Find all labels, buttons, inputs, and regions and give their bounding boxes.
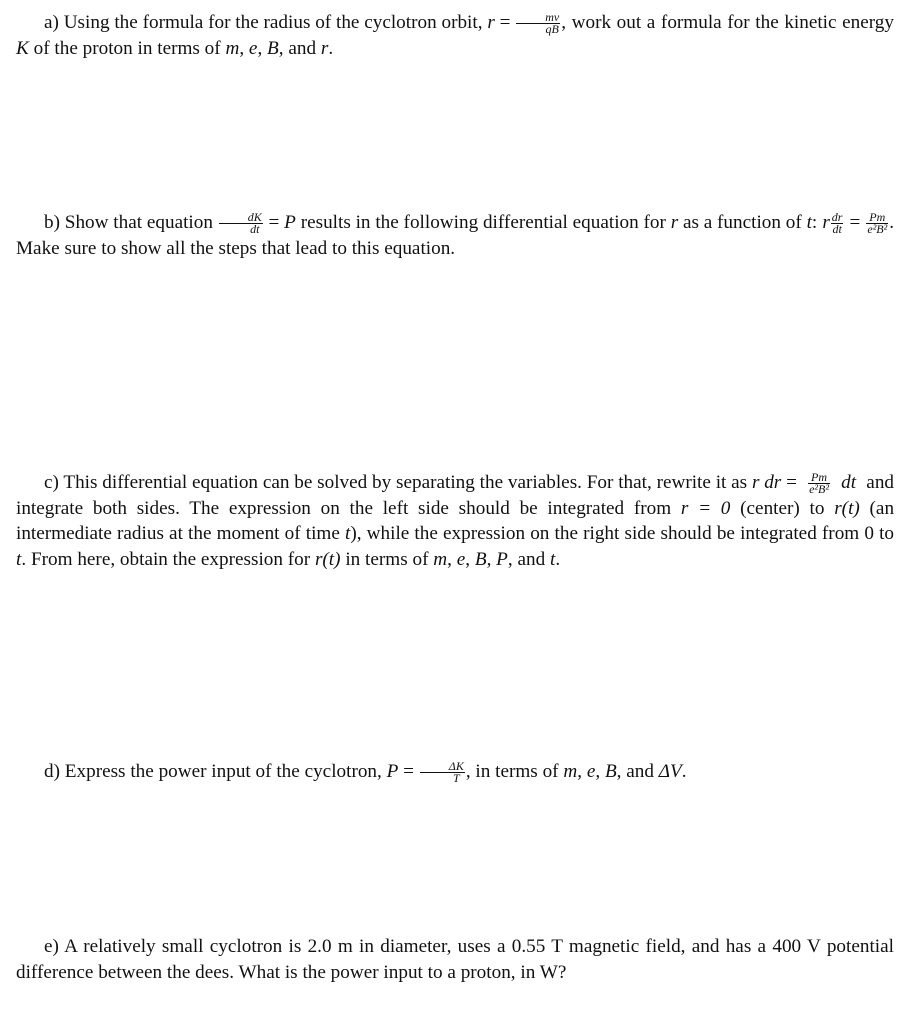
question-c-text-2: and integrate both sides. The expression on the left side should be integrated from [16, 472, 895, 519]
fraction-numerator: Pm [808, 472, 830, 484]
question-c-text-1: This differential equation can be solved by separating the variables. For that, rewrite it as [63, 472, 748, 493]
fraction-denominator: dt [250, 222, 260, 236]
math-dt: dt [841, 472, 857, 493]
math-t: t [806, 212, 812, 233]
question-c-first-line [16, 470, 797, 496]
fraction-dr-over-dt [831, 212, 844, 235]
math-t: t [345, 523, 351, 544]
math-equals: = [403, 761, 414, 782]
math-P: P [496, 548, 508, 570]
question-d-label: d) [44, 761, 60, 782]
math-e: e [586, 761, 596, 782]
math-m: m [433, 548, 448, 570]
punct-period: . [681, 761, 687, 782]
math-r: r [822, 212, 830, 233]
fraction-denominator: T [452, 771, 460, 785]
math-m: m [225, 37, 240, 59]
punct-comma: , [465, 548, 471, 570]
question-b-text-3: as a function of [682, 212, 802, 233]
punct-comma: , [595, 761, 601, 782]
question-e-label: e) [44, 936, 59, 957]
question-a [16, 10, 894, 61]
punct-period: . [555, 548, 561, 570]
fraction-numerator: dK [219, 212, 263, 224]
question-d-text-2: , in terms of [465, 761, 559, 782]
question-a-text-3: of the proton in terms of [33, 37, 221, 59]
math-B: B [604, 761, 617, 782]
question-b-first-line: b) Show that equation $\frac{dK}{dt}$ = P results in the following differential equation for r as a function of t: [44, 210, 818, 236]
punct-comma: , [616, 761, 622, 782]
math-B: B [267, 37, 279, 59]
fraction-deltaK-over-T [420, 761, 465, 784]
punct-comma: , [507, 548, 513, 570]
math-equals: = [268, 212, 280, 233]
punct-period: . [328, 37, 334, 59]
math-r: r [320, 37, 329, 59]
math-B: B [474, 548, 487, 570]
question-c-label: c) [44, 472, 59, 493]
math-equals: = [786, 472, 797, 493]
fraction-dK-over-dt [219, 212, 263, 235]
question-d-text-3: and [626, 761, 654, 782]
math-e: e [248, 37, 258, 59]
math-t: t [550, 548, 556, 570]
math-delta-V: ΔV [658, 761, 682, 782]
question-b [16, 210, 894, 261]
fraction-numerator: mv [516, 12, 560, 24]
fraction-numerator: Pm [866, 212, 888, 224]
math-equals: = [849, 212, 861, 233]
punct-comma: , [577, 761, 583, 782]
math-r-of-t: r(t) [834, 497, 860, 519]
fraction-denominator: e²B² [867, 222, 888, 236]
math-r-equals-zero: r = 0 [680, 497, 731, 519]
math-equals: = [499, 12, 511, 33]
fraction-denominator: dt [832, 222, 842, 236]
fraction-denominator: qB [545, 22, 559, 36]
punct-comma: , [447, 548, 452, 570]
math-t: t [16, 548, 22, 570]
question-a-first-line [16, 10, 561, 36]
fraction-Pm-over-e2B2 [866, 212, 888, 235]
punct-comma: , [239, 37, 245, 59]
math-m: m [563, 761, 578, 782]
question-c-text-6: . From here, obtain the expression for [21, 548, 311, 570]
question-d-text-1: Express the power input of the cyclotron, [64, 761, 382, 782]
question-e-first-line [16, 934, 59, 960]
question-c-text-7: in terms of [345, 548, 429, 570]
question-c-text-4: (an intermediate radius at the moment of time [16, 497, 895, 544]
question-d-first-line [16, 759, 687, 785]
question-a-label: a) [44, 12, 59, 33]
question-a-text-1: Using the formula for the radius of the cyclotron orbit, [63, 12, 483, 33]
question-c-text-8: and [517, 548, 546, 570]
math-r-of-t: r(t) [314, 548, 341, 570]
math-r: r [670, 212, 679, 233]
question-c-text-3: (center) to [740, 497, 825, 519]
punct-comma: , [278, 37, 284, 59]
math-r-dr: r dr [751, 472, 782, 493]
question-e-text: A relatively small cyclotron is 2.0 m in diameter, uses a 0.55 T magnetic field, and has a 400 V potential difference between the dees. What is the power input to a proton, in W? [16, 936, 894, 983]
math-K: K [16, 37, 29, 59]
fraction-denominator: e²B² [809, 482, 829, 496]
question-b-text-2: results in the following differential equation for [300, 212, 666, 233]
fraction-Pm-over-e2B2 [808, 472, 830, 495]
question-a-text-2: , work out a formula for the kinetic energy [561, 12, 894, 33]
question-c [16, 470, 894, 572]
question-d [16, 759, 894, 785]
question-b-label: b) [44, 212, 60, 233]
punct-comma: , [486, 548, 492, 570]
math-r: r [487, 12, 495, 33]
question-b-text-1: Show that equation [64, 212, 213, 233]
punct-comma: , [257, 37, 263, 59]
fraction-numerator: dr [831, 210, 843, 224]
question-c-text-5: ), while the expression on the right side should be integrated from 0 to [350, 523, 895, 544]
math-P: P [386, 761, 399, 782]
fraction-mv-over-qB [516, 12, 560, 35]
question-a-text-4: and [288, 37, 317, 59]
question-e [16, 934, 894, 985]
fraction-numerator: ΔK [420, 761, 465, 773]
math-e: e [456, 548, 466, 570]
question-b-text-4: . Make sure to show all the steps that lead to this equation. [16, 212, 895, 259]
math-P: P [284, 212, 296, 233]
